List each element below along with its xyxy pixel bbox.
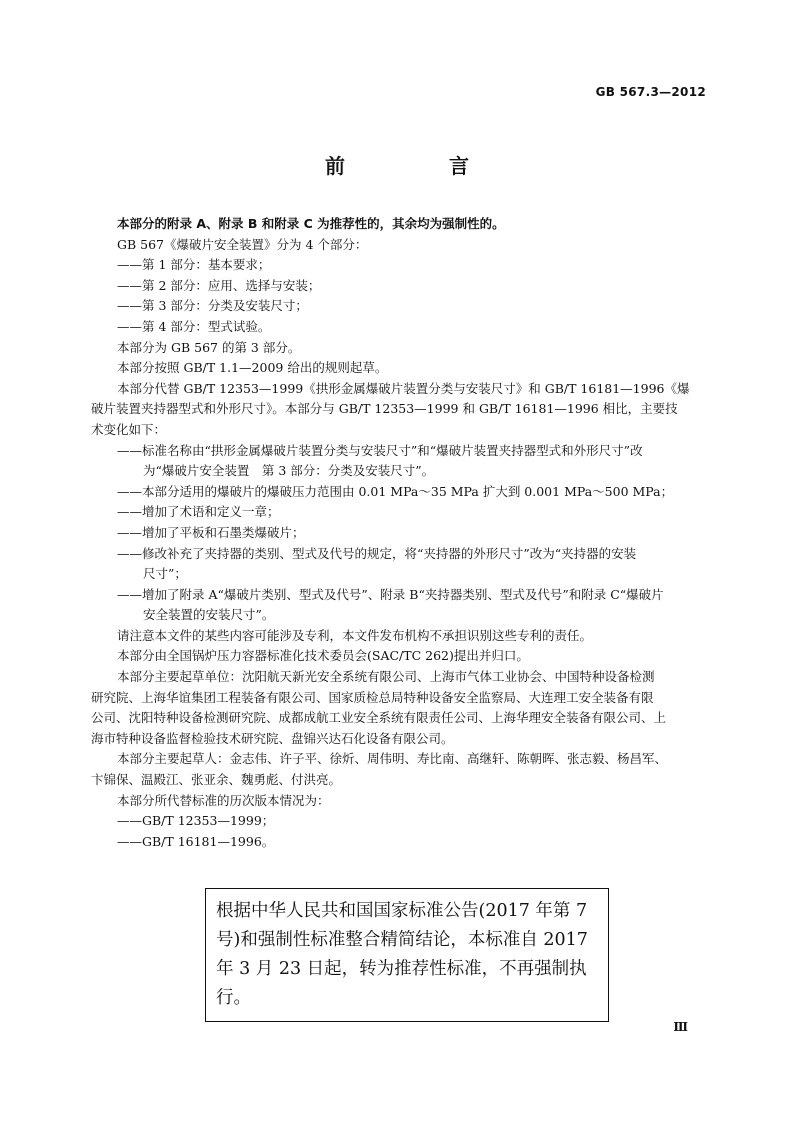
change-item-3: ——增加了术语和定义一章； <box>117 504 280 520</box>
paragraph-part-number: 本部分为 GB 567 的第 3 部分。 <box>117 339 301 355</box>
paragraph-replaces-line-2: 破片装置夹持器型式和外形尺寸》。本部分与 GB/T 12353—1999 和 GB/T 16181—1996 相比，主要技 <box>91 401 678 417</box>
paragraph-parts-intro: GB 567《爆破片安全装置》分为 4 个部分： <box>117 236 368 252</box>
list-item-part-1: ——第 1 部分：基本要求； <box>117 257 271 273</box>
list-item-part-2: ——第 2 部分：应用、选择与安装； <box>117 277 321 293</box>
foreword-body <box>91 214 707 852</box>
page-number: Ⅲ <box>673 1020 688 1034</box>
paragraph-proposed-by: 本部分由全国锅炉压力容器标准化技术委员会(SAC/TC 262)提出并归口。 <box>117 648 529 664</box>
paragraph-history-intro: 本部分所代替标准的历次版本情况为： <box>117 792 330 808</box>
history-item-2: ——GB/T 16181—1996。 <box>117 833 275 849</box>
paragraph-drafting-rules: 本部分按照 GB/T 1.1—2009 给出的规则起草。 <box>117 360 388 376</box>
paragraph-patent-notice: 请注意本文件的某些内容可能涉及专利，本文件发布机构不承担识别这些专利的责任。 <box>117 627 593 643</box>
change-item-1-line-2: 为“爆破片安全装置 第 3 部分：分类及安装尺寸”。 <box>143 463 435 479</box>
list-item-part-3: ——第 3 部分：分类及安装尺寸； <box>117 298 308 314</box>
paragraph-drafting-units-line-4: 海市特种设备监督检验技术研究院、盘锦兴达石化设备有限公司。 <box>91 730 454 746</box>
notice-line-2: 号)和强制性标准整合精简结论，本标准自 2017 <box>216 930 588 950</box>
paragraph-drafting-units-line-1: 本部分主要起草单位：沈阳航天新光安全系统有限公司、上海市气体工业协会、中国特种设备检测 <box>117 669 655 685</box>
notice-line-3: 年 3 月 23 日起，转为推荐性标准，不再强制执行。 <box>216 959 587 1008</box>
paragraph-annex-status: 本部分的附录 A、附录 B 和附录 C 为推荐性的，其余均为强制性的。 <box>117 216 505 231</box>
paragraph-replaces-line-3: 术变化如下： <box>91 421 167 437</box>
paragraph-drafters-line-1: 本部分主要起草人：金志伟、许子平、徐炘、周伟明、寿比南、高继轩、陈朝晖、张志毅、杨昌军、 <box>117 751 668 767</box>
standard-code: GB 567.3—2012 <box>595 85 706 99</box>
change-item-6-line-2: 安全装置的安装尺寸”。 <box>143 607 275 623</box>
paragraph-replaces-line-1: 本部分代替 GB/T 12353—1999《拱形金属爆破片装置分类与安装尺寸》和 GB/T 16181—1996《爆 <box>117 380 690 396</box>
history-item-1: ——GB/T 12353—1999； <box>117 813 275 829</box>
paragraph-drafting-units-line-3: 公司、沈阳特种设备检测研究院、成都成航工业安全系统有限责任公司、上海华理安全装备有限公司、上 <box>91 710 667 726</box>
change-item-5-line-1: ——修改补充了夹持器的类别、型式及代号的规定，将“夹持器的外形尺寸”改为“夹持器的安装 <box>117 545 637 561</box>
page-title: 前 言 <box>325 154 511 178</box>
change-item-4: ——增加了平板和石墨类爆破片； <box>117 524 305 540</box>
list-item-part-4: ——第 4 部分：型式试验。 <box>117 318 271 334</box>
status-change-notice <box>205 888 609 1022</box>
change-item-1-line-1: ——标准名称由“拱形金属爆破片装置分类与安装尺寸”和“爆破片装置夹持器型式和外形尺寸”改 <box>117 442 643 458</box>
change-item-6-line-1: ——增加了附录 A“爆破片类别、型式及代号”、附录 B“夹持器类别、型式及代号”和附录 C“爆破片 <box>117 586 664 602</box>
notice-line-1: 根据中华人民共和国国家标准公告(2017 年第 7 <box>216 901 588 921</box>
paragraph-drafting-units-line-2: 研究院、上海华谊集团工程装备有限公司、国家质检总局特种设备安全监察局、大连理工安全装备有限 <box>91 689 654 705</box>
change-item-2: ——本部分适用的爆破片的爆破压力范围由 0.01 MPa～35 MPa 扩大到 0.001 MPa～500 MPa； <box>117 483 674 499</box>
change-item-5-line-2: 尺寸”； <box>143 566 187 582</box>
paragraph-drafters-line-2: 卞锦保、温殿江、张亚余、魏勇彪、付洪亮。 <box>91 772 342 788</box>
